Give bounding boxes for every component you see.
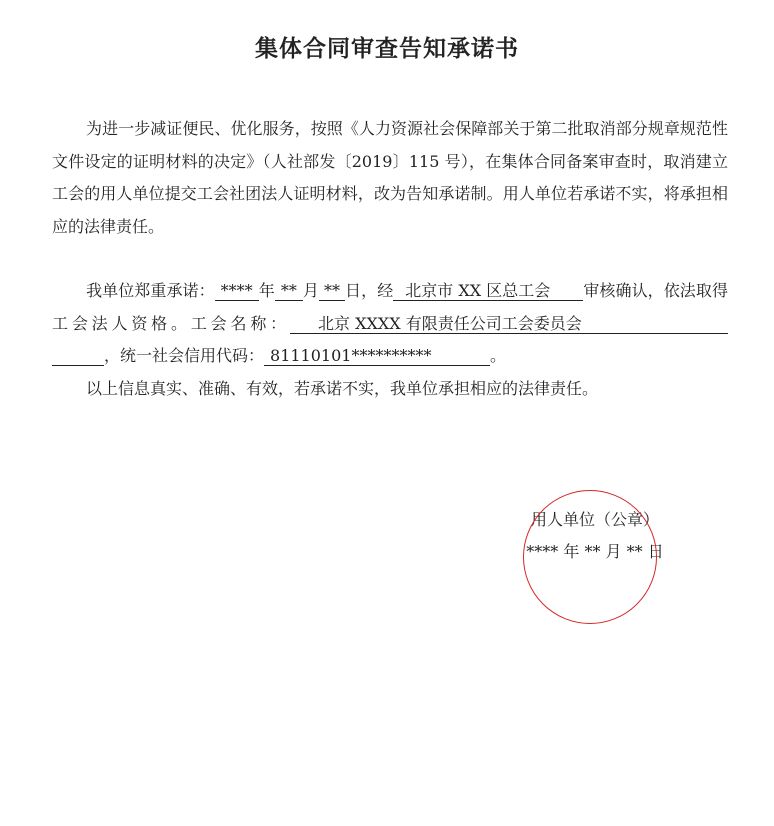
after-org-text: 审核确认，依法取得工会法人资格。工会名称： bbox=[52, 281, 728, 333]
union-name-field: 北京 XXXX 有限责任公司工会委员会 bbox=[290, 315, 728, 334]
day-field: ** bbox=[319, 282, 345, 301]
union-name-continuation bbox=[52, 347, 104, 366]
commitment-end: 。 bbox=[490, 346, 507, 365]
year-label: 年 bbox=[258, 281, 275, 300]
intro-paragraph bbox=[52, 113, 728, 243]
month-label: 月 bbox=[302, 281, 319, 300]
signature-label: 用人单位（公章） bbox=[530, 510, 659, 529]
document-title: 集体合同审查告知承诺书 bbox=[255, 36, 519, 62]
commitment-prefix: 我单位郑重承诺： bbox=[86, 281, 215, 300]
signature-date: **** 年 ** 月 ** 日 bbox=[526, 542, 664, 561]
credit-code-field: 81110101********** bbox=[264, 347, 490, 366]
code-prefix: ，统一社会信用代码： bbox=[104, 346, 265, 365]
month-field: ** bbox=[275, 282, 303, 301]
closing-text: 以上信息真实、准确、有效，若承诺不实，我单位承担相应的法律责任。 bbox=[86, 379, 599, 398]
year-field: **** bbox=[215, 282, 259, 301]
official-seal-circle bbox=[523, 490, 657, 624]
intro-text: 为进一步减证便民、优化服务，按照《人力资源社会保障部关于第二批取消部分规章规范性文件设定的证明材料的决定》（人社部发〔2019〕115 号），在集体合同备案审查时，取消建立工会的用人单位提交工会社团法人证明材料，改为告知承诺制。用人单位若承诺不实，将承担相应的法律责任。 bbox=[52, 119, 728, 236]
org-field: 北京市 XX 区总工会 bbox=[393, 282, 583, 301]
closing-paragraph bbox=[52, 373, 728, 406]
day-label: 日，经 bbox=[344, 281, 394, 300]
commitment-paragraph bbox=[52, 275, 728, 373]
